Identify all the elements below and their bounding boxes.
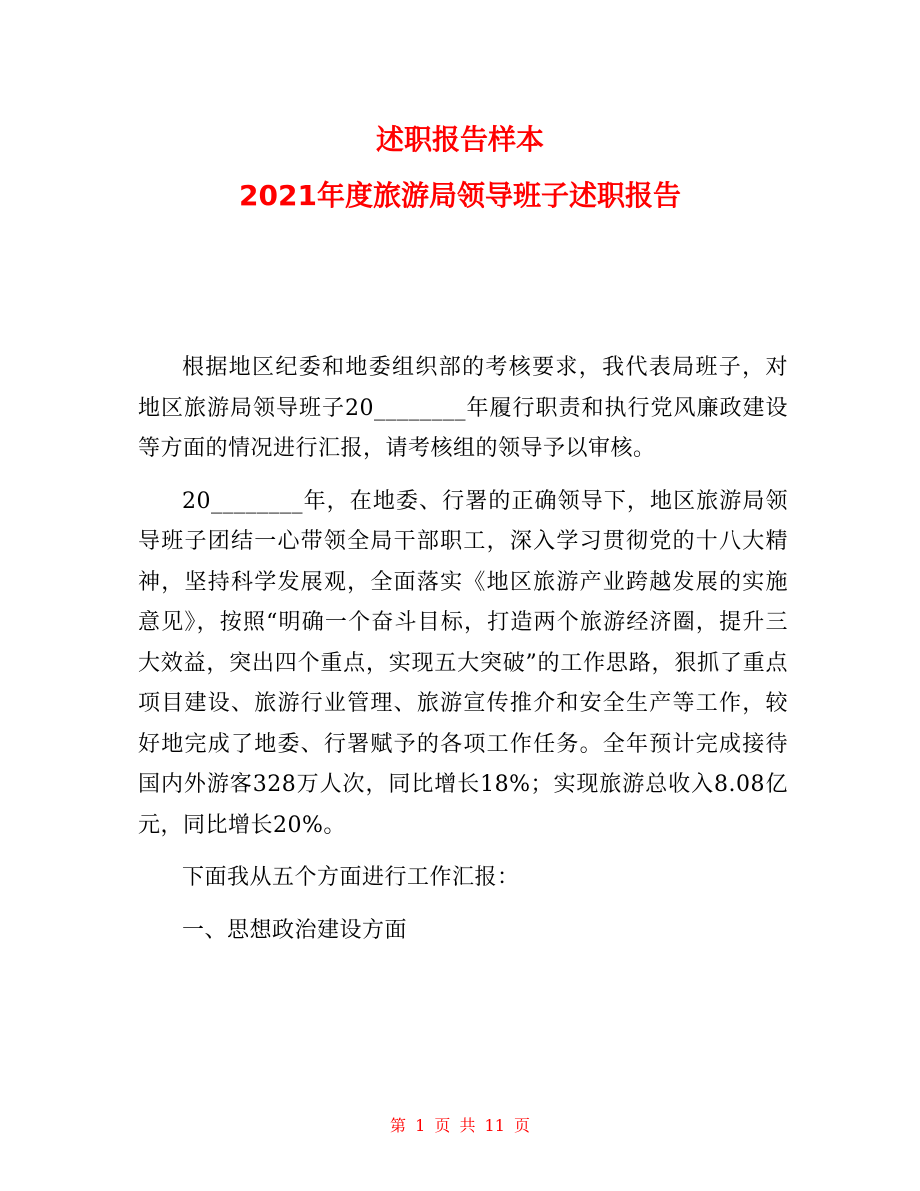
paragraph-summary: 20________年，在地委、行署的正确领导下，地区旅游局领导班子团结一心带领全局干部职工，深入学习贯彻党的十八大精神，坚持科学发展观，全面落实《地区旅游产业跨越发展的实施意见》，按照“明确一个奋斗目标，打造两个旅游经济圈，提升三大效益，突出四个重点，实现五大突破”的工作思路，狠抓了重点项目建设、旅游行业管理、旅游宣传推介和安全生产等工作，较好地完成了地委、行署赋予的各项工作任务。全年预计完成接待国内外游客328万人次，同比增长18%；实现旅游总收入8.08亿元，同比增长20%。 [138, 488, 788, 838]
title-line-2: 2021年度旅游局领导班子述职报告 [239, 179, 681, 212]
document-body [138, 348, 788, 963]
document-title [0, 112, 920, 224]
page-number-footer: 第 1 页 共 11 页 [390, 1116, 530, 1135]
paragraph-outline: 下面我从五个方面进行工作汇报： [182, 865, 520, 890]
section-heading-1: 一、思想政治建设方面 [182, 917, 408, 943]
title-line-1: 述职报告样本 [375, 123, 544, 156]
paragraph-intro: 根据地区纪委和地委组织部的考核要求，我代表局班子，对地区旅游局领导班子20________年履行职责和执行党风廉政建设等方面的情况进行汇报，请考核组的领导予以审核。 [138, 355, 788, 461]
